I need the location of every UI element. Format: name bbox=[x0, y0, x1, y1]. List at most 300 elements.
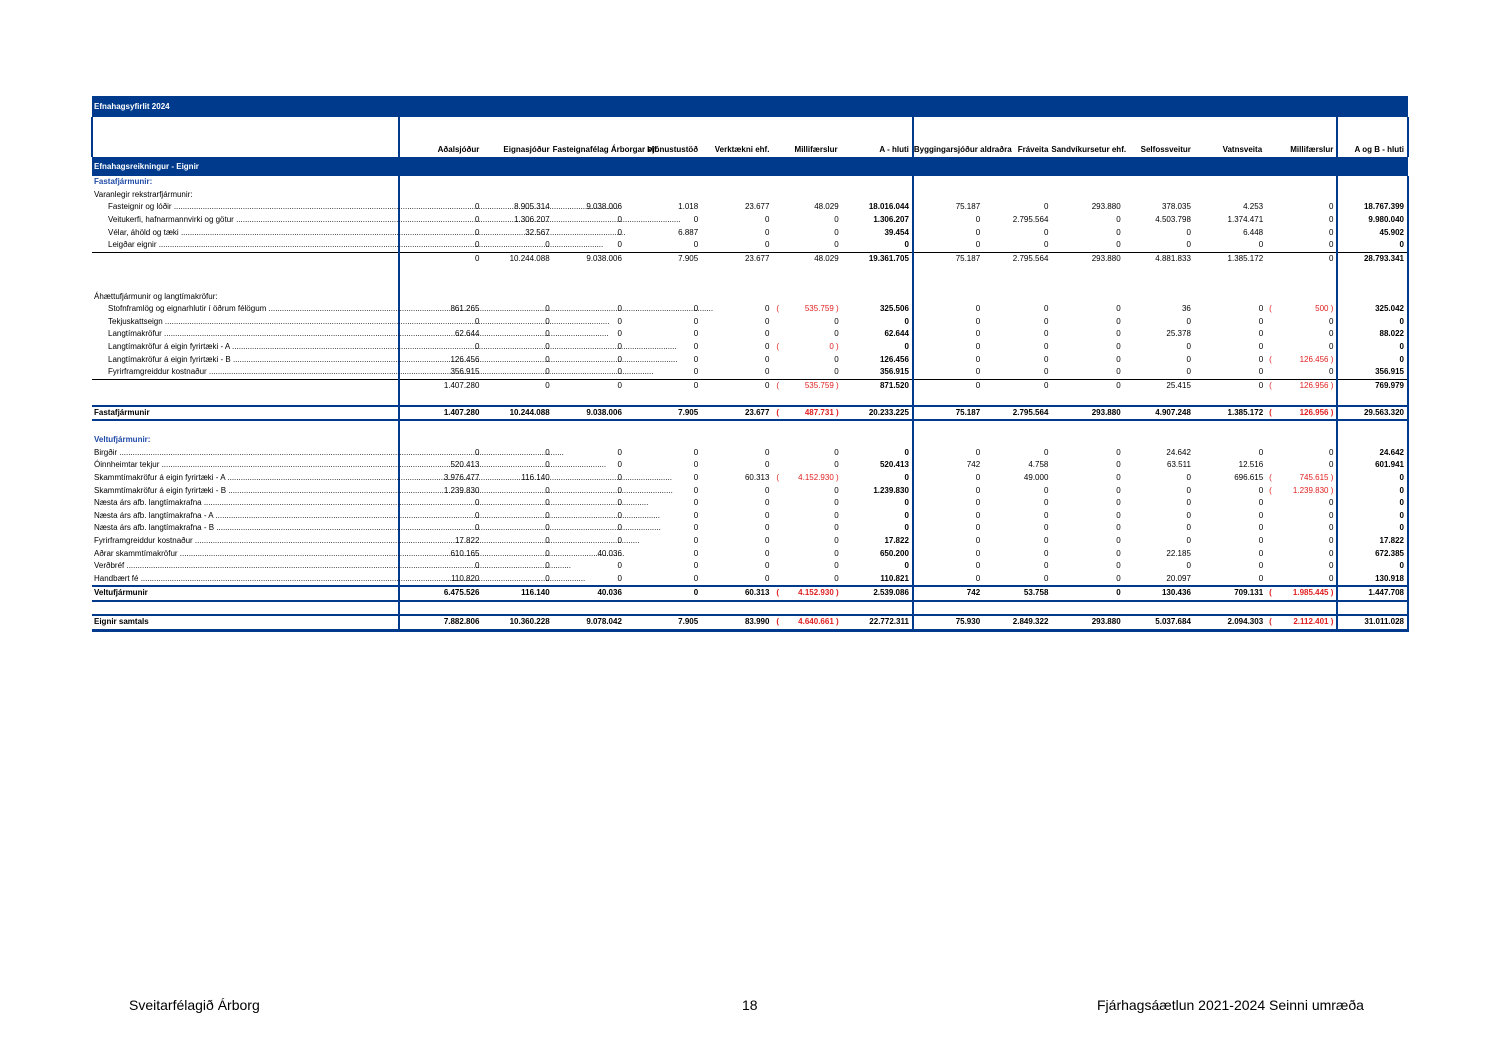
value-cell bbox=[1265, 586, 1337, 601]
column-header: Aðalsjóður bbox=[399, 117, 482, 157]
table-title-row bbox=[92, 96, 1408, 117]
value-cell bbox=[1124, 176, 1194, 189]
value-cell: 0 bbox=[834, 460, 839, 470]
value-cell: 0 bbox=[1116, 573, 1121, 583]
value-cell bbox=[399, 278, 482, 291]
value-cell: 0 bbox=[399, 522, 482, 535]
value-cell: 0 bbox=[764, 460, 770, 470]
value-cell bbox=[701, 278, 772, 291]
value-cell: 0 bbox=[399, 446, 482, 459]
value-cell: 0 bbox=[1116, 354, 1121, 364]
value-cell: 0 bbox=[913, 472, 983, 485]
value-cell: 0 bbox=[617, 215, 622, 225]
table-row bbox=[92, 290, 1408, 303]
value-cell: 0 bbox=[834, 215, 839, 225]
value-cell bbox=[983, 290, 1051, 303]
value-cell: 0 bbox=[834, 240, 839, 250]
value-cell: 9.078.042 bbox=[553, 615, 625, 630]
row-label bbox=[92, 265, 399, 278]
value-cell: 22.772.311 bbox=[841, 615, 913, 630]
value-cell: 0 bbox=[545, 447, 550, 457]
value-cell bbox=[553, 278, 625, 291]
row-label bbox=[92, 278, 399, 291]
value-cell: 110.821 bbox=[841, 572, 913, 586]
value-cell: 0 bbox=[701, 379, 772, 392]
row-label-text: Langtímakröfur ..... bbox=[108, 329, 395, 339]
value-cell: 62.644 bbox=[399, 328, 482, 341]
value-cell: 0 bbox=[399, 509, 482, 522]
value-cell: 0 bbox=[913, 509, 983, 522]
value-cell bbox=[983, 176, 1051, 189]
value-cell: 293.880 bbox=[1051, 615, 1123, 630]
value-cell: 7.905 bbox=[625, 252, 701, 265]
value-cell: 293.880 bbox=[1091, 202, 1121, 212]
table-row bbox=[92, 560, 1408, 573]
value-cell: 0 bbox=[983, 379, 1051, 392]
row-label bbox=[92, 392, 399, 406]
value-cell: 83.990 bbox=[701, 615, 772, 630]
value-cell bbox=[841, 392, 913, 406]
value-cell: 17.822 bbox=[399, 535, 482, 548]
value-cell bbox=[1124, 290, 1194, 303]
value-cell bbox=[841, 265, 913, 278]
value-cell: 0 bbox=[1116, 367, 1121, 377]
value-cell bbox=[1265, 392, 1337, 406]
value-cell bbox=[1265, 189, 1337, 202]
value-cell: 0 bbox=[764, 342, 770, 352]
value-cell: 0 bbox=[1116, 510, 1121, 520]
value-cell: 650.200 bbox=[841, 547, 913, 560]
value-cell bbox=[841, 601, 913, 616]
value-cell: 9.038.006 bbox=[553, 252, 625, 265]
value-cell: 0 bbox=[913, 303, 983, 316]
value-cell: 0 bbox=[1116, 561, 1121, 571]
value-cell: 2.795.564 bbox=[1012, 215, 1049, 225]
value-cell: 0 bbox=[764, 329, 770, 339]
row-label bbox=[92, 509, 399, 522]
value-cell: 110.820 bbox=[399, 572, 482, 586]
value-cell bbox=[553, 189, 625, 202]
value-cell: 36 bbox=[1181, 304, 1191, 314]
row-label-text: Fyrirframgreiddur kostnaður ..... bbox=[108, 367, 395, 377]
value-cell bbox=[772, 278, 840, 291]
value-cell bbox=[983, 278, 1051, 291]
value-cell: 0 bbox=[693, 447, 699, 457]
value-cell bbox=[1124, 392, 1194, 406]
value-cell: 0 bbox=[913, 341, 983, 354]
value-cell: 0 bbox=[693, 460, 699, 470]
row-label-text: Langtímakröfur á eigin fyrirtæki - A ..... bbox=[108, 342, 395, 352]
row-label bbox=[92, 226, 399, 239]
value-cell: 0 bbox=[1043, 485, 1049, 495]
value-cell: 0 bbox=[1043, 202, 1049, 212]
value-cell: 0 bbox=[764, 215, 770, 225]
value-cell: 0 bbox=[399, 214, 482, 227]
value-cell: 126.456 bbox=[399, 353, 482, 366]
value-cell bbox=[772, 615, 840, 630]
value-cell: 0 bbox=[617, 573, 622, 583]
value-cell bbox=[482, 420, 552, 434]
value-cell: 6.448 bbox=[1243, 227, 1264, 237]
value-cell bbox=[553, 176, 625, 189]
value-cell: 0 bbox=[764, 240, 770, 250]
value-cell: 2.795.564 bbox=[983, 252, 1051, 265]
row-label bbox=[92, 601, 399, 616]
value-cell bbox=[1265, 303, 1337, 316]
value-cell: 28.793.341 bbox=[1337, 252, 1408, 265]
value-cell bbox=[772, 472, 840, 485]
value-cell bbox=[399, 176, 482, 189]
value-cell: 0 bbox=[545, 561, 550, 571]
value-cell: 709.131 bbox=[1194, 586, 1265, 601]
header-label-cell bbox=[92, 117, 399, 157]
value-cell: 0 bbox=[834, 227, 839, 237]
value-cell: 0 bbox=[1116, 342, 1121, 352]
footer-document-title: Fjárhagsáætlun 2021-2024 Seinni umræða bbox=[1097, 997, 1364, 1013]
value-cell: 0 bbox=[553, 379, 625, 392]
value-cell: 0 bbox=[617, 523, 622, 533]
value-cell: 0 bbox=[834, 498, 839, 508]
value-cell: 0 bbox=[1258, 498, 1264, 508]
value-cell bbox=[1265, 290, 1337, 303]
row-label: Veltufjármunir bbox=[92, 586, 399, 601]
value-cell bbox=[1194, 434, 1265, 447]
table-row bbox=[92, 434, 1408, 447]
value-cell bbox=[772, 379, 840, 392]
value-cell: 0 bbox=[1043, 240, 1049, 250]
value-cell: 356.915 bbox=[841, 366, 913, 379]
value-cell bbox=[1124, 265, 1194, 278]
value-cell: 0 bbox=[399, 239, 482, 252]
table-row bbox=[92, 572, 1408, 586]
value-cell: 0 bbox=[834, 354, 839, 364]
value-cell: 0 bbox=[1258, 485, 1264, 495]
value-cell: 0 bbox=[1043, 354, 1049, 364]
value-cell: 0 bbox=[625, 586, 701, 601]
value-cell bbox=[913, 434, 983, 447]
row-label bbox=[92, 379, 399, 392]
table-row bbox=[92, 535, 1408, 548]
value-cell bbox=[983, 189, 1051, 202]
value-cell bbox=[482, 189, 552, 202]
value-cell: 0 bbox=[1186, 561, 1191, 571]
value-cell: 17.822 bbox=[1337, 535, 1408, 548]
value-cell bbox=[399, 265, 482, 278]
value-cell bbox=[1194, 176, 1265, 189]
value-cell: 12.516 bbox=[1238, 460, 1264, 470]
row-label bbox=[92, 201, 399, 214]
value-cell bbox=[1051, 278, 1123, 291]
value-cell: 10.244.088 bbox=[482, 252, 552, 265]
value-cell bbox=[1265, 406, 1337, 421]
value-cell: 6.887 bbox=[678, 227, 699, 237]
value-cell: 6.475.526 bbox=[399, 586, 482, 601]
value-cell: 1.306.207 bbox=[841, 214, 913, 227]
table-row bbox=[92, 278, 1408, 291]
section-title: Efnahagsreikningur - Eignir bbox=[92, 157, 1408, 176]
value-cell: 0 bbox=[1186, 485, 1191, 495]
value-cell: 0 bbox=[913, 484, 983, 497]
table-row bbox=[92, 252, 1408, 265]
value-cell: 0 bbox=[1258, 447, 1264, 457]
value-cell: 0 bbox=[1328, 498, 1334, 508]
value-cell: 4.758 bbox=[1028, 460, 1049, 470]
value-cell bbox=[1194, 265, 1265, 278]
value-cell: 1.306.207 bbox=[514, 215, 550, 225]
table-row bbox=[92, 459, 1408, 472]
value-cell bbox=[1124, 420, 1194, 434]
value-cell bbox=[772, 341, 840, 354]
row-label: Áhættufjármunir og langtímakröfur: bbox=[94, 291, 218, 301]
value-cell bbox=[482, 601, 552, 616]
value-cell: 0 bbox=[1328, 342, 1334, 352]
value-cell: 48.029 bbox=[814, 202, 839, 212]
value-cell: 0 bbox=[545, 510, 550, 520]
value-cell: 0 bbox=[1337, 497, 1408, 510]
value-cell bbox=[841, 434, 913, 447]
value-cell: 0 bbox=[834, 573, 839, 583]
value-cell: 0 bbox=[545, 304, 550, 314]
value-cell bbox=[625, 434, 701, 447]
value-cell: 0 bbox=[1328, 561, 1334, 571]
value-cell: 1.407.280 bbox=[399, 379, 482, 392]
row-label-text: Langtímakröfur á eigin fyrirtæki - B ..... bbox=[108, 355, 395, 365]
value-cell bbox=[701, 265, 772, 278]
value-cell: 29.563.320 bbox=[1337, 406, 1408, 421]
value-cell: 0 bbox=[841, 446, 913, 459]
value-cell bbox=[553, 420, 625, 434]
value-cell: 0 bbox=[399, 316, 482, 329]
value-cell: 2.539.086 bbox=[841, 586, 913, 601]
row-label: Veltufjármunir: bbox=[94, 435, 151, 445]
value-cell: 378.035 bbox=[1161, 202, 1191, 212]
value-cell: 45.902 bbox=[1337, 226, 1408, 239]
value-cell: 520.413 bbox=[841, 459, 913, 472]
negative-value: ( 4.152.930 ) bbox=[776, 588, 839, 598]
value-cell bbox=[1265, 472, 1337, 485]
value-cell: 0 bbox=[617, 485, 622, 495]
value-cell: 0 bbox=[1043, 447, 1049, 457]
value-cell bbox=[1194, 278, 1265, 291]
value-cell bbox=[1051, 434, 1123, 447]
value-cell bbox=[1265, 420, 1337, 434]
table-row bbox=[92, 547, 1408, 560]
row-label-text: Vélar, áhöld og tæki ..... bbox=[108, 228, 395, 238]
value-cell: 0 bbox=[913, 366, 983, 379]
value-cell bbox=[1124, 601, 1194, 616]
value-cell bbox=[772, 420, 840, 434]
value-cell: 1.239.830 bbox=[399, 484, 482, 497]
value-cell: 0 bbox=[834, 329, 839, 339]
value-cell: 0 bbox=[399, 252, 482, 265]
value-cell bbox=[701, 290, 772, 303]
value-cell bbox=[1265, 265, 1337, 278]
footer-page-number: 18 bbox=[742, 997, 758, 1013]
value-cell bbox=[913, 278, 983, 291]
value-cell: 0 bbox=[1258, 240, 1264, 250]
value-cell: 0 bbox=[545, 460, 550, 470]
value-cell: 0 bbox=[1258, 316, 1264, 326]
value-cell bbox=[482, 392, 552, 406]
value-cell bbox=[772, 265, 840, 278]
value-cell: 610.165 bbox=[399, 547, 482, 560]
value-cell: 0 bbox=[399, 341, 482, 354]
value-cell bbox=[1124, 189, 1194, 202]
value-cell: 0 bbox=[399, 560, 482, 573]
value-cell: 0 bbox=[913, 522, 983, 535]
table-row bbox=[92, 239, 1408, 252]
value-cell: 0 bbox=[841, 522, 913, 535]
value-cell bbox=[625, 278, 701, 291]
value-cell bbox=[983, 265, 1051, 278]
value-cell: 293.880 bbox=[1051, 252, 1123, 265]
section-title-row bbox=[92, 157, 1408, 176]
value-cell: 24.642 bbox=[1337, 446, 1408, 459]
value-cell bbox=[913, 420, 983, 434]
value-cell: 0 bbox=[1186, 510, 1191, 520]
value-cell bbox=[482, 290, 552, 303]
value-cell: 0 bbox=[913, 535, 983, 548]
value-cell: 293.880 bbox=[1051, 406, 1123, 421]
value-cell: 0 bbox=[1051, 586, 1123, 601]
value-cell: 0 bbox=[1186, 523, 1191, 533]
value-cell bbox=[1337, 392, 1408, 406]
value-cell: 0 bbox=[1328, 215, 1334, 225]
value-cell: 0 bbox=[841, 341, 913, 354]
value-cell: 0 bbox=[1116, 498, 1121, 508]
value-cell bbox=[913, 265, 983, 278]
value-cell: 18.767.399 bbox=[1337, 201, 1408, 214]
value-cell: 63.511 bbox=[1167, 460, 1191, 470]
value-cell: 0 bbox=[764, 304, 770, 314]
value-cell: 0 bbox=[545, 548, 550, 558]
value-cell: 88.022 bbox=[1337, 328, 1408, 341]
value-cell: 0 bbox=[1328, 510, 1334, 520]
value-cell: 0 bbox=[1258, 561, 1264, 571]
value-cell: 0 bbox=[1116, 316, 1121, 326]
value-cell: 0 bbox=[1043, 561, 1049, 571]
value-cell bbox=[701, 176, 772, 189]
value-cell: 0 bbox=[693, 561, 699, 571]
value-cell bbox=[1265, 379, 1337, 392]
value-cell: 0 bbox=[1186, 240, 1191, 250]
value-cell: 0 bbox=[764, 227, 770, 237]
value-cell bbox=[983, 420, 1051, 434]
column-header: Verktækni ehf. bbox=[714, 145, 770, 154]
value-cell: 0 bbox=[1328, 535, 1334, 545]
row-label-text: Skammtímakröfur á eigin fyrirtæki - B ..... bbox=[94, 486, 395, 496]
value-cell: 126.456 bbox=[841, 353, 913, 366]
value-cell: 0 bbox=[545, 316, 550, 326]
value-cell bbox=[1265, 484, 1337, 497]
table-row bbox=[92, 316, 1408, 329]
value-cell bbox=[841, 189, 913, 202]
value-cell: 0 bbox=[1116, 447, 1121, 457]
value-cell: 0 bbox=[834, 523, 839, 533]
value-cell bbox=[772, 434, 840, 447]
value-cell: 0 bbox=[545, 342, 550, 352]
value-cell: 0 bbox=[841, 560, 913, 573]
row-label-text: Fyrirframgreiddur kostnaður ..... bbox=[94, 536, 395, 546]
value-cell bbox=[1337, 189, 1408, 202]
value-cell: 0 bbox=[913, 328, 983, 341]
table-row bbox=[92, 392, 1408, 406]
value-cell: 0 bbox=[913, 497, 983, 510]
value-cell bbox=[913, 189, 983, 202]
row-label bbox=[92, 522, 399, 535]
table-row bbox=[92, 341, 1408, 354]
value-cell: 0 bbox=[1328, 367, 1334, 377]
value-cell bbox=[625, 290, 701, 303]
value-cell bbox=[701, 392, 772, 406]
value-cell bbox=[399, 189, 482, 202]
column-header: Sandvíkursetur ehf. bbox=[1051, 145, 1127, 154]
value-cell bbox=[772, 406, 840, 421]
value-cell: 861.265 bbox=[399, 303, 482, 316]
value-cell: 22.185 bbox=[1166, 548, 1191, 558]
value-cell: 130.918 bbox=[1337, 572, 1408, 586]
value-cell: 0 bbox=[399, 497, 482, 510]
negative-value: ( 126.456 ) bbox=[1269, 354, 1334, 364]
value-cell: 0 bbox=[545, 523, 550, 533]
value-cell: 0 bbox=[1051, 379, 1123, 392]
value-cell: 116.140 bbox=[521, 472, 550, 482]
value-cell: 0 bbox=[1043, 316, 1049, 326]
row-label-text: Næsta árs afb. langtímakrafna - A ..... bbox=[94, 511, 395, 521]
value-cell: 0 bbox=[693, 329, 699, 339]
value-cell bbox=[701, 420, 772, 434]
value-cell: 0 bbox=[1337, 560, 1408, 573]
column-header: Millifærslur bbox=[794, 145, 838, 154]
value-cell bbox=[1265, 434, 1337, 447]
value-cell: 0 bbox=[1337, 509, 1408, 522]
table-row bbox=[92, 201, 1408, 214]
footer-municipality: Sveitarfélagið Árborg bbox=[129, 997, 260, 1013]
value-cell bbox=[913, 601, 983, 616]
value-cell: 0 bbox=[764, 316, 770, 326]
value-cell: 0 bbox=[1258, 510, 1264, 520]
value-cell bbox=[1051, 265, 1123, 278]
value-cell bbox=[772, 303, 840, 316]
value-cell: 0 bbox=[764, 510, 770, 520]
value-cell bbox=[1337, 434, 1408, 447]
value-cell bbox=[701, 189, 772, 202]
value-cell: 0 bbox=[1186, 316, 1191, 326]
value-cell bbox=[983, 434, 1051, 447]
table-row bbox=[92, 265, 1408, 278]
value-cell: 356.915 bbox=[1337, 366, 1408, 379]
value-cell: 0 bbox=[764, 535, 770, 545]
value-cell: 0 bbox=[1116, 485, 1121, 495]
value-cell: 0 bbox=[1328, 227, 1334, 237]
value-cell: 25.415 bbox=[1124, 379, 1194, 392]
value-cell bbox=[1194, 290, 1265, 303]
value-cell bbox=[913, 392, 983, 406]
row-label bbox=[92, 535, 399, 548]
row-label-text: Handbært fé ..... bbox=[94, 574, 395, 584]
value-cell: 32.567 bbox=[525, 227, 550, 237]
value-cell: 39.454 bbox=[841, 226, 913, 239]
column-header: Vatnsveita bbox=[1222, 145, 1263, 154]
row-label bbox=[92, 341, 399, 354]
value-cell: 1.239.830 bbox=[841, 484, 913, 497]
column-header: Selfossveitur bbox=[1140, 145, 1191, 154]
row-label-text: Leigðar eignir ..... bbox=[108, 240, 395, 250]
value-cell: 0 bbox=[764, 367, 770, 377]
value-cell: 0 bbox=[1116, 240, 1121, 250]
value-cell: 1.385.172 bbox=[1194, 406, 1265, 421]
negative-value: ( 1.239.830 ) bbox=[1269, 485, 1334, 495]
